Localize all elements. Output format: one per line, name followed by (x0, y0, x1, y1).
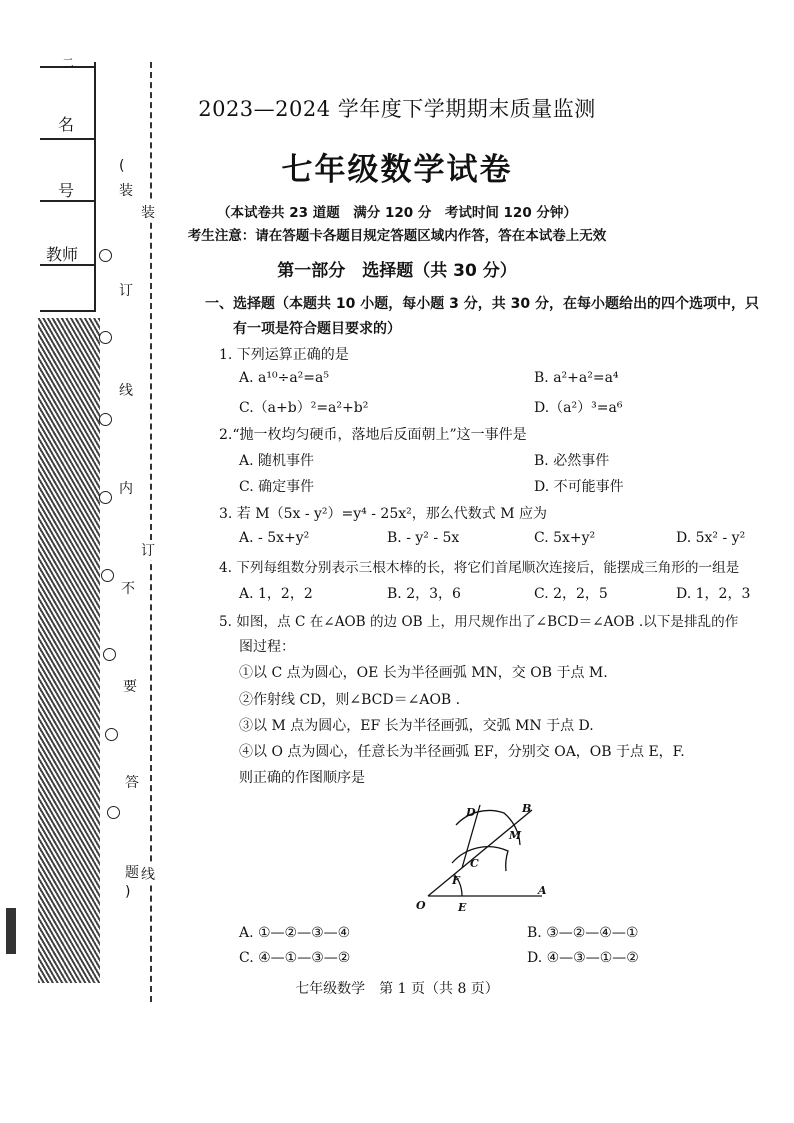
page-footer: 七年级数学 第 1 页（共 8 页） (295, 981, 499, 997)
question-5-step-1: ①以 C 点为圆心，OE 长为半径画弧 MN，交 OB 于点 M. (239, 665, 608, 681)
margin-text: 线 (141, 864, 155, 884)
question-2-option-d: D. 不可能事件 (534, 479, 624, 495)
question-1-option-b: B. a²+a²=a⁴ (534, 370, 619, 386)
ray-ob (428, 810, 532, 896)
field-label-fragment: 二 (62, 56, 75, 70)
question-5-option-a: A. ①—②—③—④ (239, 925, 351, 941)
question-4-option-c: C. 2，2，5 (534, 586, 608, 602)
question-2-option-b: B. 必然事件 (534, 453, 610, 469)
exam-info: （本试卷共 23 道题 满分 120 分 考试时间 120 分钟） (217, 205, 577, 221)
margin-text: 要 (123, 679, 137, 695)
margin-text: 装 (141, 202, 155, 222)
question-3-stem: 3. 若 M（5x - y²）=y⁴ - 25x²，那么代数式 M 应为 (219, 506, 547, 522)
binding-hole (99, 491, 112, 504)
question-1-option-a: A. a¹⁰÷a²=a⁵ (239, 370, 329, 386)
section-instruction: 一、选择题（本题共 10 小题，每小题 3 分，共 30 分，在每小题给出的四个选项中，只 (205, 296, 759, 312)
field-underline (40, 138, 96, 140)
margin-text: 题 (125, 865, 139, 881)
question-4-option-b: B. 2，3，6 (387, 586, 461, 602)
margin-text: 线 (119, 383, 133, 399)
label-m: M (509, 829, 522, 842)
label-c: C (470, 857, 479, 870)
question-2-option-c: C. 确定事件 (239, 479, 315, 495)
question-5-step-2: ②作射线 CD，则∠BCD＝∠AOB . (239, 692, 461, 708)
field-underline (40, 310, 96, 312)
exam-year-title: 2023—2024 学年度下学期期末质量监测 (198, 97, 596, 121)
label-f: F (452, 874, 460, 887)
question-1-option-d: D.（a²）³=a⁶ (534, 400, 623, 416)
question-1-stem: 1. 下列运算正确的是 (219, 347, 349, 363)
question-2-option-a: A. 随机事件 (239, 453, 315, 469)
question-4-stem: 4. 下列每组数分别表示三根木棒的长，将它们首尾顺次连接后，能摆成三角形的一组是 (219, 560, 740, 576)
margin-text: ) (125, 884, 131, 900)
part-title: 第一部分 选择题（共 30 分） (277, 261, 517, 281)
question-5-ask: 则正确的作图顺序是 (239, 770, 365, 786)
margin-text: ( (119, 158, 125, 174)
field-label-name: 名 (58, 115, 75, 134)
margin-text: 订 (141, 540, 155, 560)
label-o: O (416, 899, 426, 912)
binding-tab-mark (6, 908, 16, 954)
question-1-option-c: C.（a+b）²=a²+b² (239, 400, 369, 416)
label-b: B (522, 802, 532, 815)
binding-hole (101, 569, 114, 582)
label-a: A (538, 884, 547, 897)
question-5-step-4: ④以 O 点为圆心，任意长为半径画弧 EF，分别交 OA，OB 于点 E，F. (239, 744, 685, 760)
exam-notice: 考生注意：请在答题卡各题目规定答题区域内作答，答在本试卷上无效 (187, 228, 607, 244)
margin-text: 答 (125, 775, 139, 791)
hatched-binding-strip (38, 318, 100, 983)
question-3-option-d: D. 5x² - y² (676, 530, 746, 546)
construction-figure (410, 795, 580, 920)
question-5-step-3: ③以 M 点为圆心，EF 长为半径画弧，交弧 MN 于点 D. (239, 718, 594, 734)
question-3-option-c: C. 5x+y² (534, 530, 596, 546)
margin-text: 装 (119, 183, 133, 199)
binding-hole (99, 413, 112, 426)
question-5-option-c: C. ④—①—③—② (239, 950, 351, 966)
margin-text: 订 (119, 283, 133, 299)
question-3-option-b: B. - y² - 5x (387, 530, 460, 546)
question-3-option-a: A. - 5x+y² (239, 530, 310, 546)
label-e: E (458, 901, 467, 914)
margin-text: 不 (121, 581, 135, 597)
label-d: D (466, 806, 476, 819)
question-4-option-a: A. 1，2，2 (239, 586, 313, 602)
binding-hole (99, 331, 112, 344)
question-5-option-d: D. ④—③—①—② (527, 950, 639, 966)
field-label-number: 号 (58, 181, 75, 200)
question-2-stem: 2.“抛一枚均匀硬币，落地后反面朝上”这一事件是 (219, 427, 527, 443)
question-5-stem: 5. 如图，点 C 在∠AOB 的边 OB 上，用尺规作出了∠BCD＝∠AOB .以下是排乱的作 (219, 614, 739, 630)
binding-hole (107, 806, 120, 819)
binding-hole (105, 728, 118, 741)
section-instruction: 有一项是符合题目要求的） (233, 321, 401, 337)
binding-hole (103, 648, 116, 661)
margin-text: 内 (119, 481, 133, 497)
question-5-option-b: B. ③—②—④—① (527, 925, 639, 941)
arc-mn (452, 847, 508, 871)
exam-title: 七年级数学试卷 (281, 152, 513, 188)
question-5-stem-cont: 图过程： (239, 639, 295, 655)
question-4-option-d: D. 1，2，3 (676, 586, 751, 602)
field-label-teacher: 教师 (46, 245, 79, 264)
